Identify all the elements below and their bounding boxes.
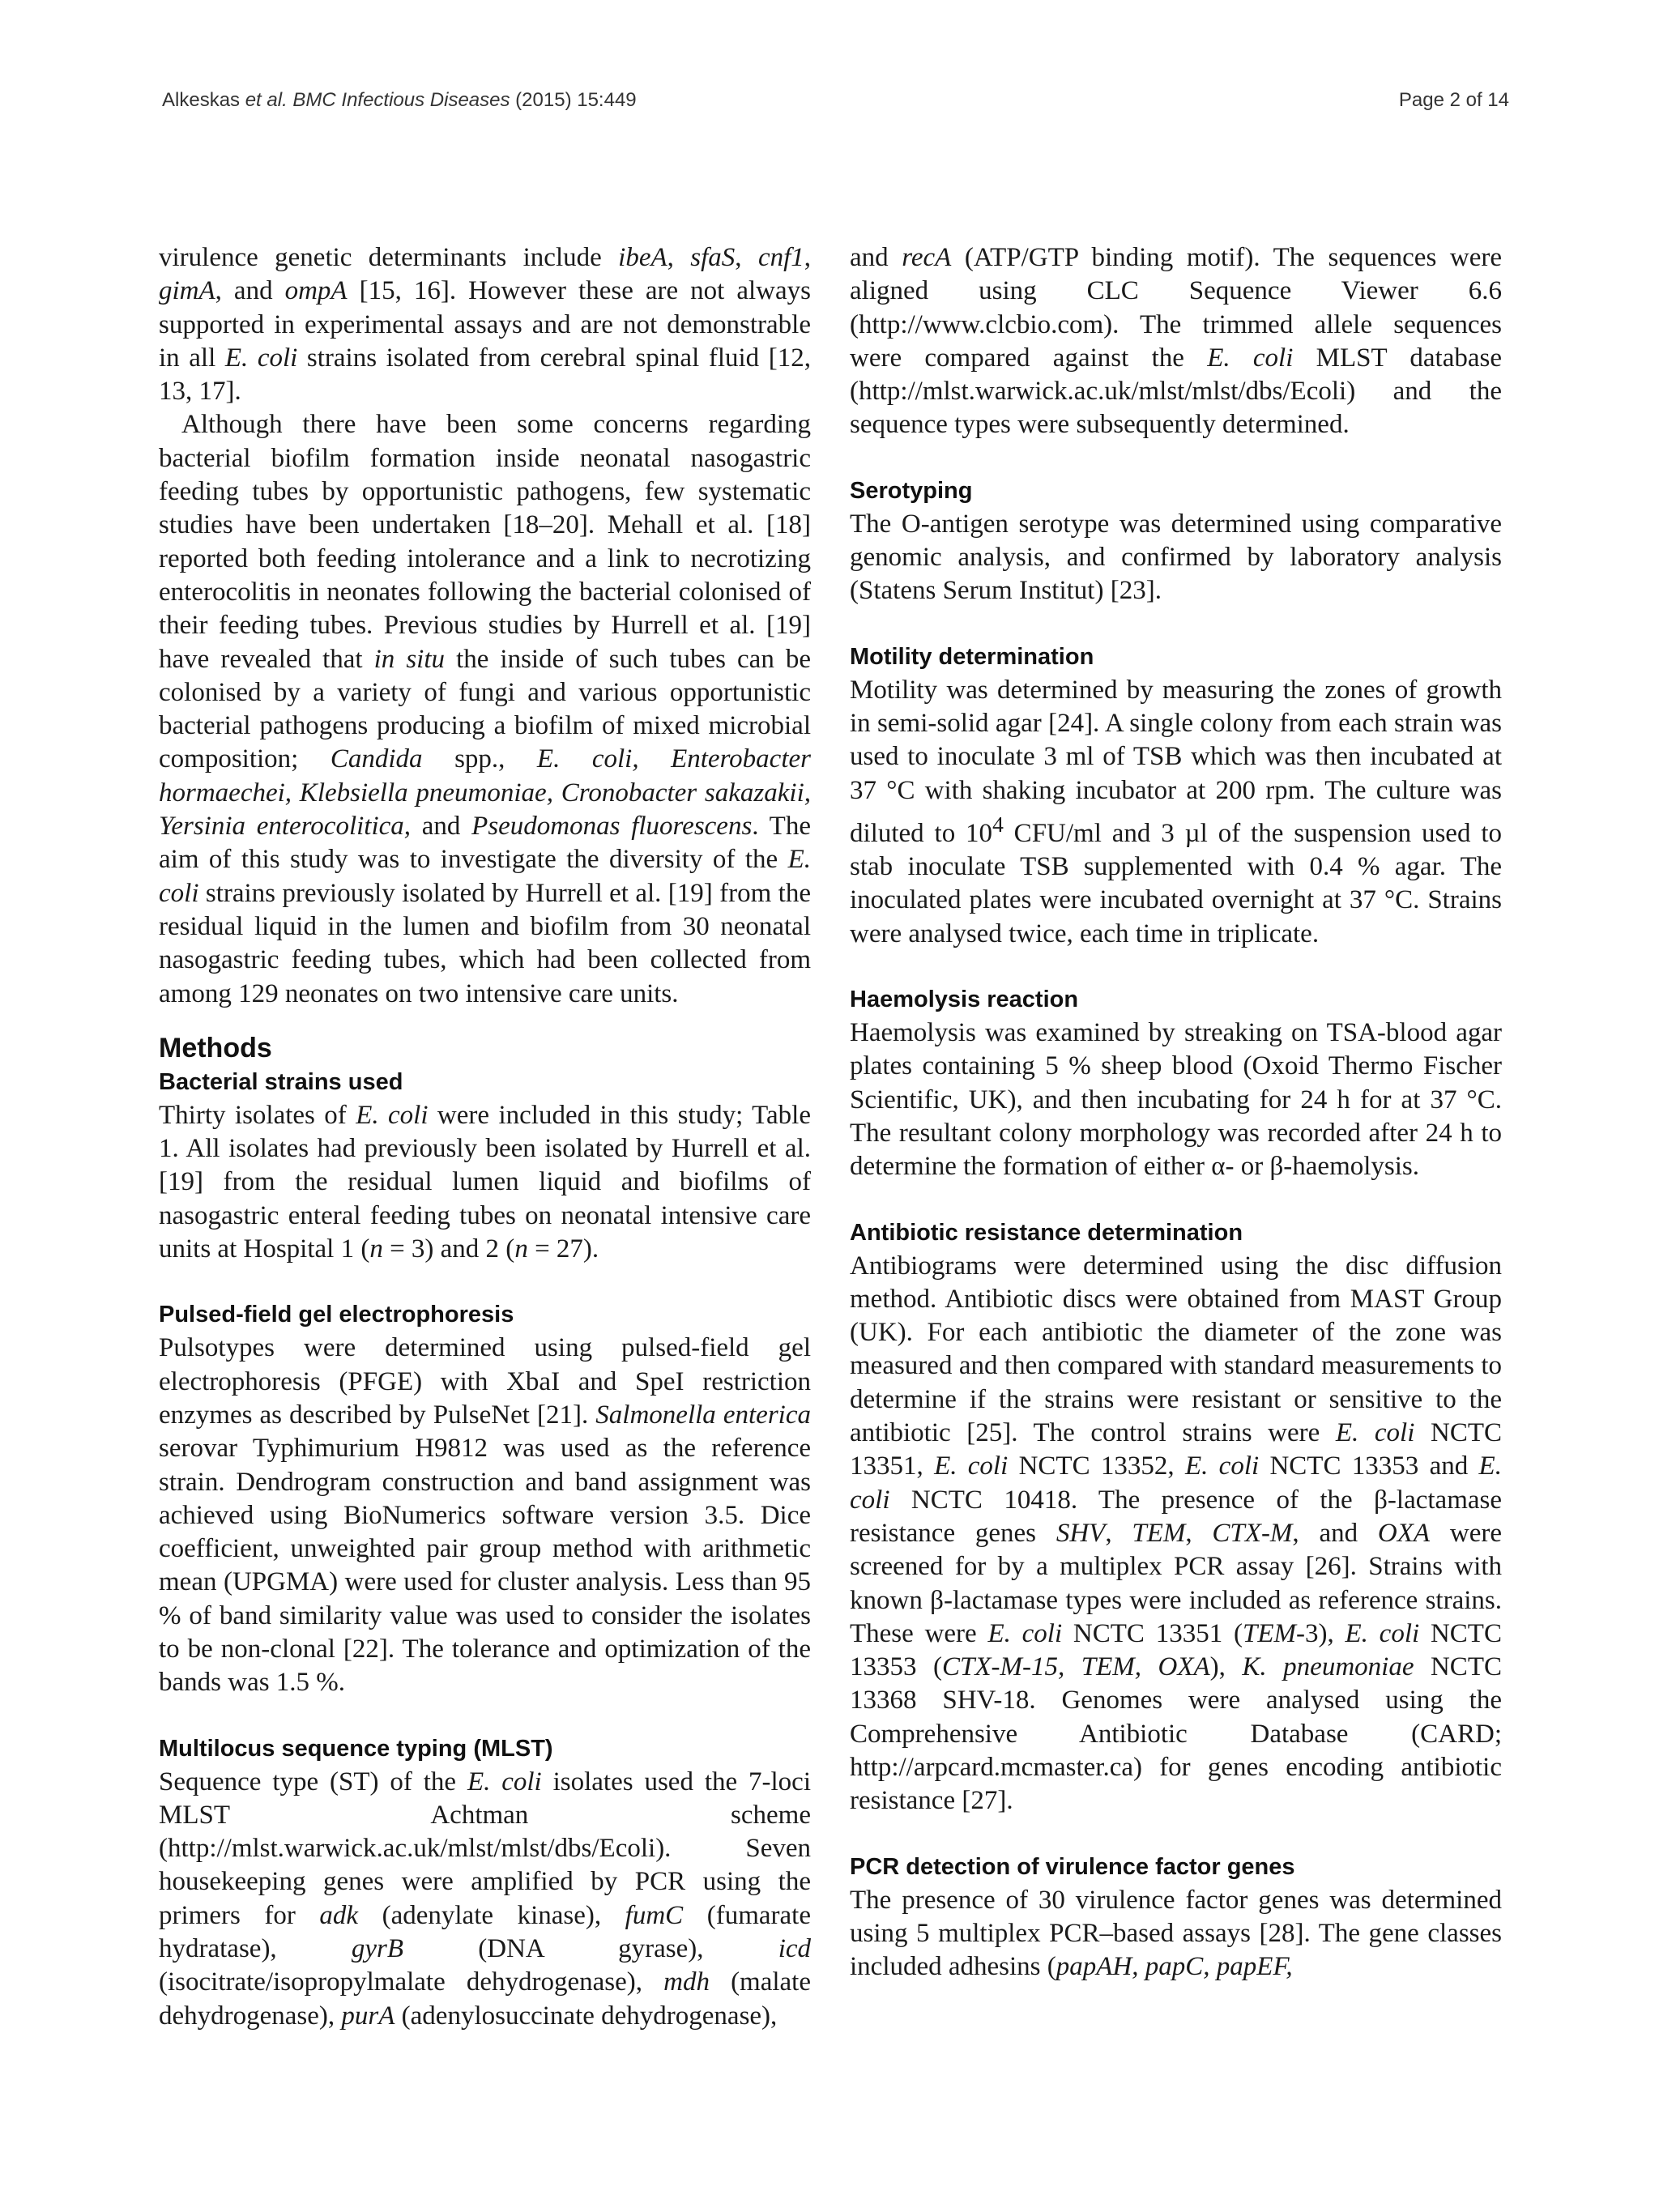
header-citation: (2015) 15:449	[510, 89, 637, 111]
header-authors: Alkeskas	[162, 89, 245, 111]
haemolysis-paragraph: Haemolysis was examined by streaking on TSA-blood agar plates containing 5 % sheep blood (Oxoid Thermo Fischer Scientific, UK), and then incubating for 24 h for at 37 °C. The resultant colony morphology was recorded after 24 h to determine the formation of either α- or β-haemolysis.	[850, 1018, 1502, 1182]
mlst-paragraph: Sequence type (ST) of the E. coli isolates used the 7-loci MLST Achtman scheme (http://mlst.warwick.ac.uk/mlst/mlst/dbs/Ecoli). Seven housekeeping genes were amplified by PCR using the primers for adk (adenylate kinase), fumC (fumarate hydratase), gyrB (DNA gyrase), icd (isocitrate/isopropylmalate dehydrogenase), mdh (malate dehydrogenase), purA (adenylosuccinate dehydrogenase),	[159, 1767, 812, 2031]
antibiotic-resistance-heading: Antibiotic resistance determination	[850, 1219, 1243, 1246]
left-column	[159, 241, 811, 2033]
antibiotic-resistance-paragraph: Antibiograms were determined using the disc diffusion method. Antibiotic discs were obtained from MAST Group (UK). For each antibiotic the diameter of the zone was measured and then compared with standard measurements to determine if the strains were resistant or sensitive to the antibiotic [25]. The control strains were E. coli NCTC 13351, E. coli NCTC 13352, E. coli NCTC 13353 and E. coli NCTC 10418. The presence of the β-lactamase resistance genes SHV, TEM, CTX-M, and OXA were screened for by a multiplex PCR assay [26]. Strains with known β-lactamase types were included as reference strains. These were E. coli NCTC 13351 (TEM-3), E. coli NCTC 13353 (CTX-M-15, TEM, OXA), K. pneumoniae NCTC 13368 SHV-18. Genomes were analysed using the Comprehensive Antibiotic Database (CARD; http://arpcard.mcmaster.ca) for genes encoding antibiotic resistance [27].	[850, 1251, 1502, 1816]
serotyping-paragraph: The O-antigen serotype was determined using comparative genomic analysis, and confirmed by laboratory analysis (Statens Serum Institut) [23].	[850, 509, 1502, 606]
intro-paragraph-1: virulence genetic determinants include ibeA, sfaS, cnf1, gimA, and ompA [15, 16]. However these are not always supported in experimental assays and are not demonstrable in all E. coli strains isolated from cerebral spinal fluid [12, 13, 17].	[159, 243, 812, 407]
mlst-continued-paragraph: and recA (ATP/GTP binding motif). The sequences were aligned using CLC Sequence Viewer 6.6 (http://www.clcbio.com). The trimmed allele sequences were compared against the E. coli MLST database (http://mlst.warwick.ac.uk/mlst/mlst/dbs/Ecoli) and the sequence types were subsequently determined.	[850, 243, 1502, 440]
bacterial-strains-heading: Bacterial strains used	[159, 1068, 403, 1095]
pfge-heading: Pulsed-field gel electrophoresis	[159, 1302, 514, 1328]
header-journal: BMC Infectious Diseases	[287, 89, 510, 111]
motility-paragraph: Motility was determined by measuring the zones of growth in semi-solid agar [24]. A single colony from each strain was used to inoculate 3 ml of TSB which was then incubated at 37 °C with shaking incubator at 200 rpm. The culture was diluted to $10^4$ CFU/ml and 3 µl of the suspension used to stab inoculate TSB supplemented with 0.4 % agar. The inoculated plates were incubated overnight at 37 °C. Strains were analysed twice, each time in triplicate.	[850, 675, 1502, 948]
pcr-virulence-heading: PCR detection of virulence factor genes	[850, 1853, 1295, 1880]
methods-heading: Methods	[159, 1032, 272, 1063]
serotyping-heading: Serotyping	[850, 477, 973, 504]
header-etal: et al.	[245, 89, 288, 111]
page-number: Page 2 of 14	[1398, 89, 1509, 111]
bacterial-strains-paragraph: Thirty isolates of E. coli were included in this study; Table 1. All isolates had previously been isolated by Hurrell et al. [19] from the residual lumen liquid and biofilms of nasogastric enteral feeding tubes on neonatal intensive care units at Hospital 1 (n = 3) and 2 (n = 27).	[159, 1100, 811, 1264]
right-column	[850, 241, 1502, 1984]
mlst-heading: Multilocus sequence typing (MLST)	[159, 1735, 553, 1762]
haemolysis-heading: Haemolysis reaction	[850, 987, 1079, 1013]
pfge-paragraph: Pulsotypes were determined using pulsed-field gel electrophoresis (PFGE) with XbaI and SpeI restriction enzymes as described by PulseNet [21]. Salmonella enterica serovar Typhimurium H9812 was used as the reference strain. Dendrogram construction and band assignment was achieved using BioNumerics software version 3.5. Dice coefficient, unweighted pair group method with arithmetic mean (UPGMA) were used for cluster analysis. Less than 95 % of band similarity value was used to consider the isolates to be non-clonal [22]. The tolerance and optimization of the bands was 1.5 %.	[159, 1333, 811, 1698]
pcr-virulence-paragraph: The presence of 30 virulence factor genes was determined using 5 multiplex PCR–based assays [28]. The gene classes included adhesins (papAH, papC, papEF,	[850, 1885, 1502, 1982]
motility-heading: Motility determination	[850, 643, 1094, 670]
running-header	[162, 89, 637, 112]
intro-paragraph-2: Although there have been some concerns regarding bacterial biofilm formation inside neonatal nasogastric feeding tubes by opportunistic pathogens, few systematic studies have been undertaken [18–20]. Mehall et al. [18] reported both feeding intolerance and a link to necrotizing enterocolitis in neonates following the bacterial colonised of their feeding tubes. Previous studies by Hurrell et al. [19] have revealed that in situ the inside of such tubes can be colonised by a variety of fungi and various opportunistic bacterial pathogens producing a biofilm of mixed microbial composition; Candida spp., E. coli, Enterobacter hormaechei, Klebsiella pneumoniae, Cronobacter sakazakii, Yersinia enterocolitica, and Pseudomonas fluorescens. The aim of this study was to investigate the diversity of the E. coli strains previously isolated by Hurrell et al. [19] from the residual liquid in the lumen and biofilm from 30 neonatal nasogastric feeding tubes, which had been collected from among 129 neonates on two intensive care units.	[159, 410, 811, 1008]
